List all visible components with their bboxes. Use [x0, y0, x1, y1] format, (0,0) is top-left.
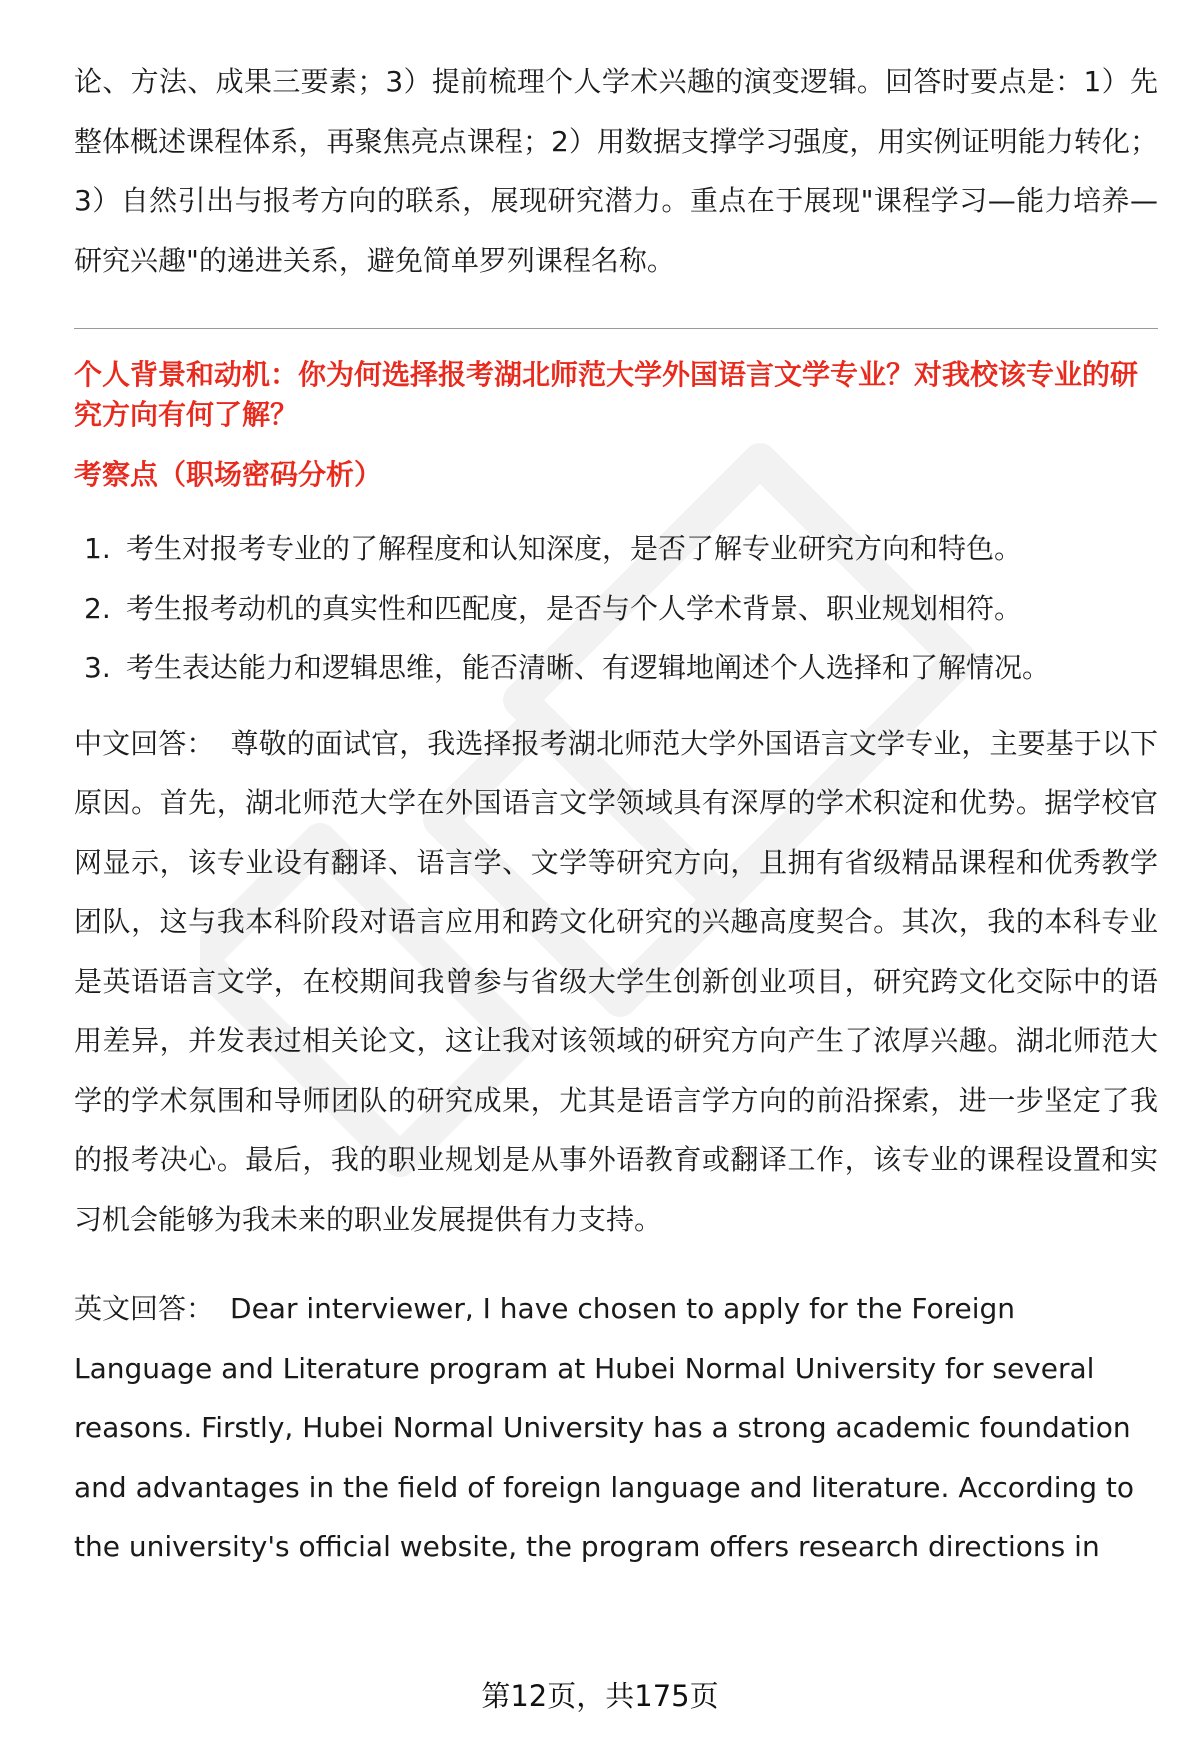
- section-label: 考察点（职场密码分析）: [74, 458, 383, 491]
- points-list: [74, 519, 1158, 698]
- question-title: 个人背景和动机：你为何选择报考湖北师范大学外国语言文学专业？对我校该专业的研究方向有何了解？: [74, 358, 1139, 431]
- list-item-number: 2.: [84, 591, 111, 625]
- list-item-text: 考生对报考专业的了解程度和认知深度，是否了解专业研究方向和特色。: [126, 532, 1023, 565]
- continuation-paragraph: 论、方法、成果三要素；3）提前梳理个人学术兴趣的演变逻辑。回答时要点是：1）先整体概述课程体系，再聚焦亮点课程；2）用数据支撑学习强度，用实例证明能力转化；3）自然引出与报考方向的联系，展现研究潜力。重点在于展现"课程学习—能力培养—研究兴趣"的递进关系，避免简单罗列课程名称。: [74, 65, 1158, 277]
- chinese-answer-text: 尊敬的面试官，我选择报考湖北师范大学外国语言文学专业，主要基于以下原因。首先，湖北师范大学在外国语言文学领域具有深厚的学术积淀和优势。据学校官网显示，该专业设有翻译、语言学、文学等研究方向，且拥有省级精品课程和优秀教学团队，这与我本科阶段对语言应用和跨文化研究的兴趣高度契合。其次，我的本科专业是英语语言文学，在校期间我曾参与省级大学生创新创业项目，研究跨文化交际中的语用差异，并发表过相关论文，这让我对该领域的研究方向产生了浓厚兴趣。湖北师范大学的学术氛围和导师团队的研究成果，尤其是语言学方向的前沿探索，进一步坚定了我的报考决心。最后，我的职业规划是从事外语教育或翻译工作，该专业的课程设置和实习机会能够为我未来的职业发展提供有力支持。: [74, 726, 1158, 1236]
- chinese-answer-label: 中文回答：: [74, 726, 215, 760]
- english-answer-text: Dear interviewer, I have chosen to apply for the Foreign Language and Literature program at Hubei Normal University for several reasons. Firstly, Hubei Normal University has a strong academic foundation and advantages in the field of foreign language and literature. According to the university's official website, the program offers research directions in: [74, 1292, 1135, 1563]
- list-item-number: 3.: [84, 651, 111, 684]
- main-content: [74, 52, 1158, 1577]
- list-item-text: 考生表达能力和逻辑思维，能否清晰、有逻辑地阐述个人选择和了解情况。: [126, 651, 1051, 684]
- spacer: [74, 1249, 1158, 1279]
- list-item: [74, 519, 1158, 579]
- english-answer-label: 英文回答：: [74, 1292, 215, 1325]
- section-divider: [74, 328, 1158, 329]
- list-item: [74, 638, 1158, 698]
- list-item-text: 考生报考动机的真实性和匹配度，是否与个人学术背景、职业规划相符。: [126, 591, 1023, 625]
- page-number: 第12页，共175页: [481, 1679, 719, 1713]
- list-item-number: 1.: [84, 532, 111, 565]
- chinese-answer: [74, 714, 1158, 1250]
- list-item: [74, 579, 1158, 639]
- english-answer: [74, 1279, 1158, 1577]
